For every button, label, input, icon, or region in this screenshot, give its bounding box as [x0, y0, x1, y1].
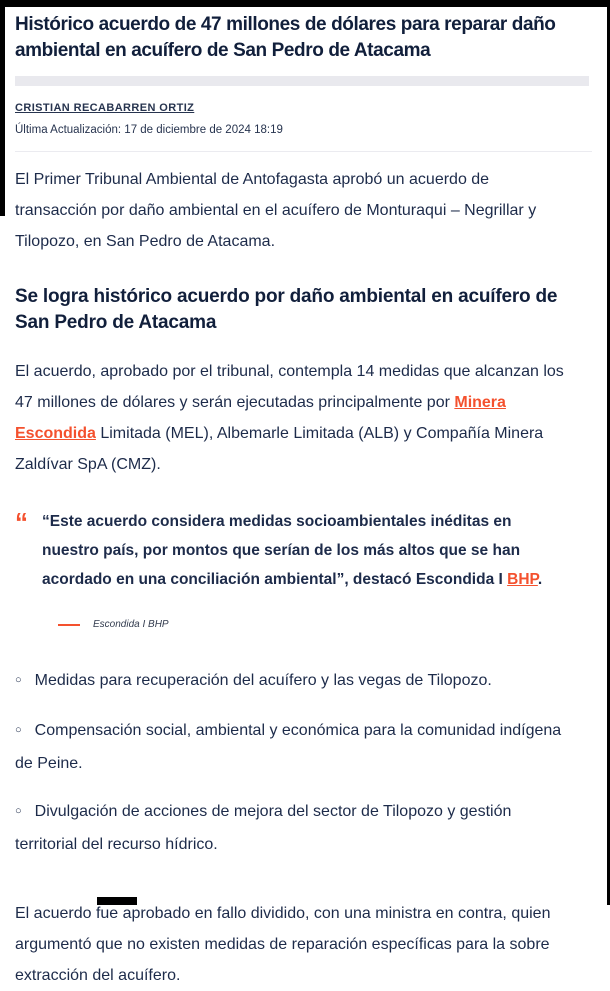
title-divider-bar	[15, 76, 589, 86]
measures-bullet-list	[15, 665, 575, 860]
list-item	[15, 665, 575, 698]
bullet-circle-icon: ○	[15, 674, 22, 686]
article-subheading: Se logra histórico acuerdo por daño ambiental en acuífero de San Pedro de Atacama	[15, 286, 558, 333]
bullet-circle-icon: ○	[15, 805, 22, 817]
last-updated-timestamp: Última Actualización: 17 de diciembre de 2024 18:19	[15, 124, 283, 136]
quote-attribution	[58, 619, 592, 630]
list-item	[15, 715, 575, 779]
body-paragraph	[15, 356, 575, 480]
quote-text	[42, 507, 562, 594]
bullet-circle-icon: ○	[15, 724, 22, 736]
author-byline-link[interactable]: CRISTIAN RECABARREN ORTIZ	[15, 102, 195, 114]
list-item-text: Compensación social, ambiental y económica para la comunidad indígena de Peine.	[15, 722, 562, 772]
header-rule	[15, 151, 592, 152]
article-title: Histórico acuerdo de 47 millones de dólares para reparar daño ambiental en acuífero de San Pedro de Atacama	[15, 14, 556, 61]
body-text-after-link: Limitada (MEL), Albemarle Limitada (ALB) y Compañía Minera Zaldívar SpA (CMZ).	[15, 425, 544, 473]
quote-text-before-link: “Este acuerdo considera medidas socioambientales inéditas en nuestro país, por montos que serían de los más altos que se han acordado en una conciliación ambiental”, destacó Escondida I	[42, 513, 521, 588]
attribution-dash-icon	[58, 624, 80, 626]
closing-paragraph: El acuerdo fue aprobado en fallo dividido, con una ministra en contra, quien argumentó que no existen medidas de reparación específicas para la sobre extracción del acuífero.	[15, 905, 551, 984]
bhp-link[interactable]: BHP	[507, 571, 538, 588]
list-item-text: Divulgación de acciones de mejora del sector de Tilopozo y gestión territorial del recurso hídrico.	[15, 803, 512, 853]
body-text-before-link: El acuerdo, aprobado por el tribunal, contempla 14 medidas que alcanzan los 47 millones de dólares y serán ejecutadas principalmente por	[15, 363, 564, 411]
pull-quote	[15, 507, 592, 594]
lead-paragraph: El Primer Tribunal Ambiental de Antofagasta aprobó un acuerdo de transacción por daño ambiental en el acuífero de Monturaqui – Negrillar y Tilopozo, en San Pedro de Atacama.	[15, 171, 537, 250]
attribution-text: Escondida I BHP	[93, 619, 169, 630]
list-item	[15, 796, 575, 860]
quote-marks-icon: “	[15, 507, 26, 537]
quote-text-after-link: .	[537, 571, 543, 588]
list-item-text: Medidas para recuperación del acuífero y las vegas de Tilopozo.	[34, 672, 492, 689]
minera-escondida-link[interactable]: Minera Escondida	[15, 394, 506, 442]
